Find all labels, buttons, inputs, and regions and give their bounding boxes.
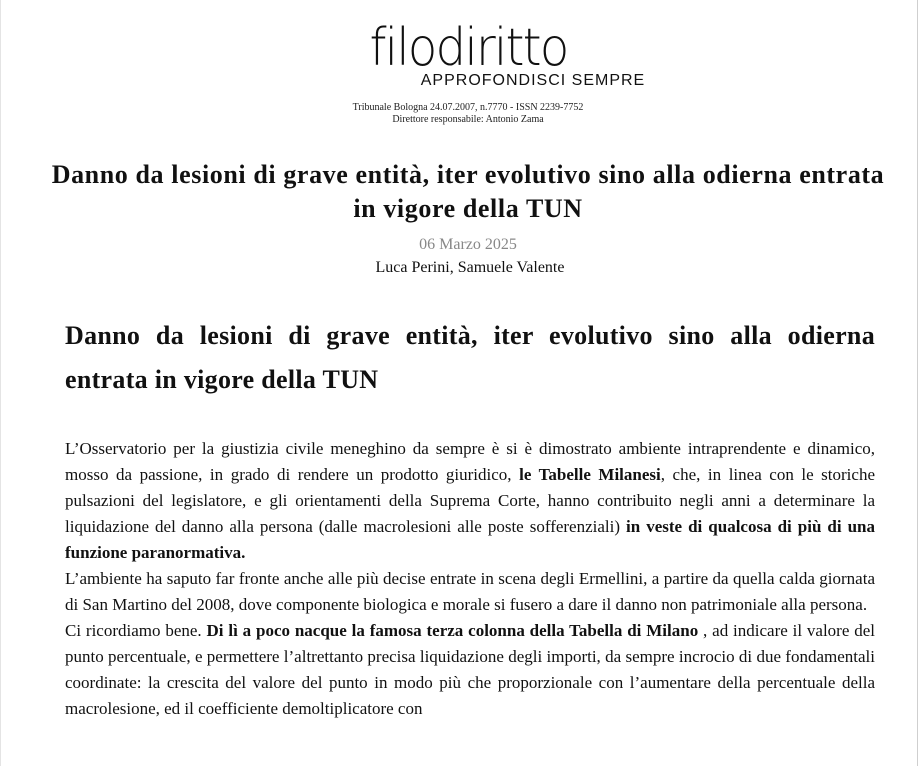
article-date: 06 Marzo 2025 bbox=[419, 236, 517, 253]
paragraph-3: Ci ricordiamo bene. Di lì a poco nacque la famosa terza colonna della Tabella di Milano , ad indicare il valore del punto percentuale, e permettere l’altrettanto precisa liquidazione degli importi, da sempre incrocio di due fondamentali coordinate: la crescita del valore del punto in modo più che proporzionale con l’aumentare della percentuale della macrolesione, ed il coefficiente demoltiplicatore con bbox=[65, 621, 875, 718]
article-body bbox=[65, 436, 875, 722]
article-title: Danno da lesioni di grave entità, iter evolutivo sino alla odierna entrata in vigore della TUN bbox=[51, 160, 885, 223]
masthead bbox=[0, 18, 922, 126]
paragraph-2: L’ambiente ha saputo far fronte anche alle più decise entrate in scena degli Ermellini, a partire da quella calda giornata di San Martino del 2008, dove componente biologica e morale si fusero a dare il danno non patrimoniale alla persona. bbox=[65, 569, 875, 614]
bold-phrase: le Tabelle Milanesi bbox=[519, 465, 661, 484]
bold-phrase: Di lì a poco nacque la famosa terza colonna della Tabella di Milano bbox=[206, 621, 699, 640]
article-authors: Luca Perini, Samuele Valente bbox=[375, 259, 565, 276]
filodiritto-logo[interactable]: filodiritto bbox=[368, 18, 567, 78]
registry-line: Tribunale Bologna 24.07.2007, n.7770 - ISSN 2239-7752 bbox=[352, 102, 584, 113]
bold-phrase: in veste di qualcosa di più di una funzione paranormativa. bbox=[65, 517, 875, 562]
editor-line: Direttore responsabile: Antonio Zama bbox=[392, 114, 544, 125]
paragraph-1: L’Osservatorio per la giustizia civile meneghino da sempre è si è dimostrato ambiente intraprendente e dinamico, mosso da passione, in grado di rendere un prodotto giuridico, le Tabelle Milanesi, che, in linea con le storiche pulsazioni del legislatore, e gli orientamenti della Suprema Corte, hanno contribuito negli anni a determinare la liquidazione del danno alla persona (dalle macrolesioni alle poste sofferenziali) in veste di qualcosa di più di una funzione paranormativa. bbox=[65, 439, 875, 562]
section-heading: Danno da lesioni di grave entità, iter evolutivo sino alla odierna entrata in vigore della TUN bbox=[65, 321, 875, 394]
logo-tagline: APPROFONDISCI SEMPRE bbox=[420, 72, 646, 89]
registry-info bbox=[0, 102, 922, 126]
